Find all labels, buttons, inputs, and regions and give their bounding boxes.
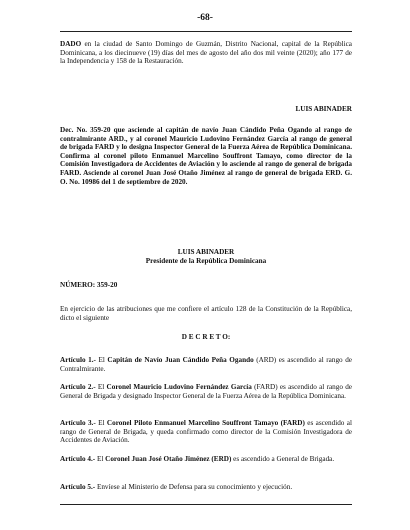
article-3: Artículo 3.- El Coronel Piloto Enmanuel Marcelino Souffront Tamayo (FARD) es ascendido al rango de General de Brigada, y queda confirmado como director de la Comisión Investigadora de Accidentes de Aviación. — [60, 419, 352, 445]
decree-number: NÚMERO: 359-20 — [60, 281, 118, 289]
footer-rule — [60, 504, 352, 505]
dado-paragraph — [60, 40, 352, 66]
article-4-label: Artículo 4.- — [60, 455, 96, 463]
president-title: Presidente de la República Dominicana — [145, 257, 267, 265]
article-1-label: Artículo 1.- — [60, 356, 96, 364]
page-number: -68- — [197, 13, 213, 23]
signature-luis-abinader: LUIS ABINADER — [295, 105, 352, 113]
decree-summary: Dec. No. 359-20 que asciende al capitán de navío Juan Cándido Peña Ogando al rango de contralmirante ARD., y al coronel Mauricio Ludovino Fernández García al rango de general de brigada FARD y lo designa Inspector General de la Fuerza Aérea de República Dominicana. Confirma al coronel piloto Enmanuel Marcelino Souffront Tamayo, como director de la Comisión Investigadora de Accidentes de Aviación y lo asciende al rango de general de brigada FARD. Asciende al coronel Juan José Otaño Jiménez al rango de general de brigada ERD. G. O. No. 10986 del 1 de septiembre de 2020. — [60, 126, 352, 186]
article-5-label: Artículo 5.- — [60, 483, 96, 491]
article-4: Artículo 4.- El Coronel Juan José Otaño Jiménez (ERD) es ascendido a General de Brigada. — [60, 455, 335, 463]
preamble: En ejercicio de las atribuciones que me confiere el artículo 128 de la Constitución de la República, dicto el siguiente — [60, 305, 352, 322]
article-2: Artículo 2.- El Coronel Mauricio Ludovino Fernández García (FARD) es ascendido al rango de General de Brigada y designado Inspector General de la Fuerza Aérea de la República Dominicana. — [60, 383, 352, 400]
president-name: LUIS ABINADER — [177, 248, 235, 256]
header-rule — [60, 31, 352, 32]
decreto-heading: D E C R E T O: — [181, 333, 231, 341]
article-5: Artículo 5.- Envíese al Ministerio de Defensa para su conocimiento y ejecución. — [60, 483, 293, 491]
article-2-label: Artículo 2.- — [60, 383, 96, 391]
dado-text: en la ciudad de Santo Domingo de Guzmán, Distrito Nacional, capital de la República Dominicana, a los diecinueve (19) días del mes de agosto del año dos mil veinte (2020); año 177 de la Independencia y 158 de la Restauración. — [60, 40, 352, 66]
article-1: Artículo 1.- El Capitán de Navío Juan Cándido Peña Ogando (ARD) es ascendido al rango de Contralmirante. — [60, 356, 352, 373]
article-3-label: Artículo 3.- — [60, 419, 96, 427]
dado-label: DADO — [60, 40, 82, 48]
